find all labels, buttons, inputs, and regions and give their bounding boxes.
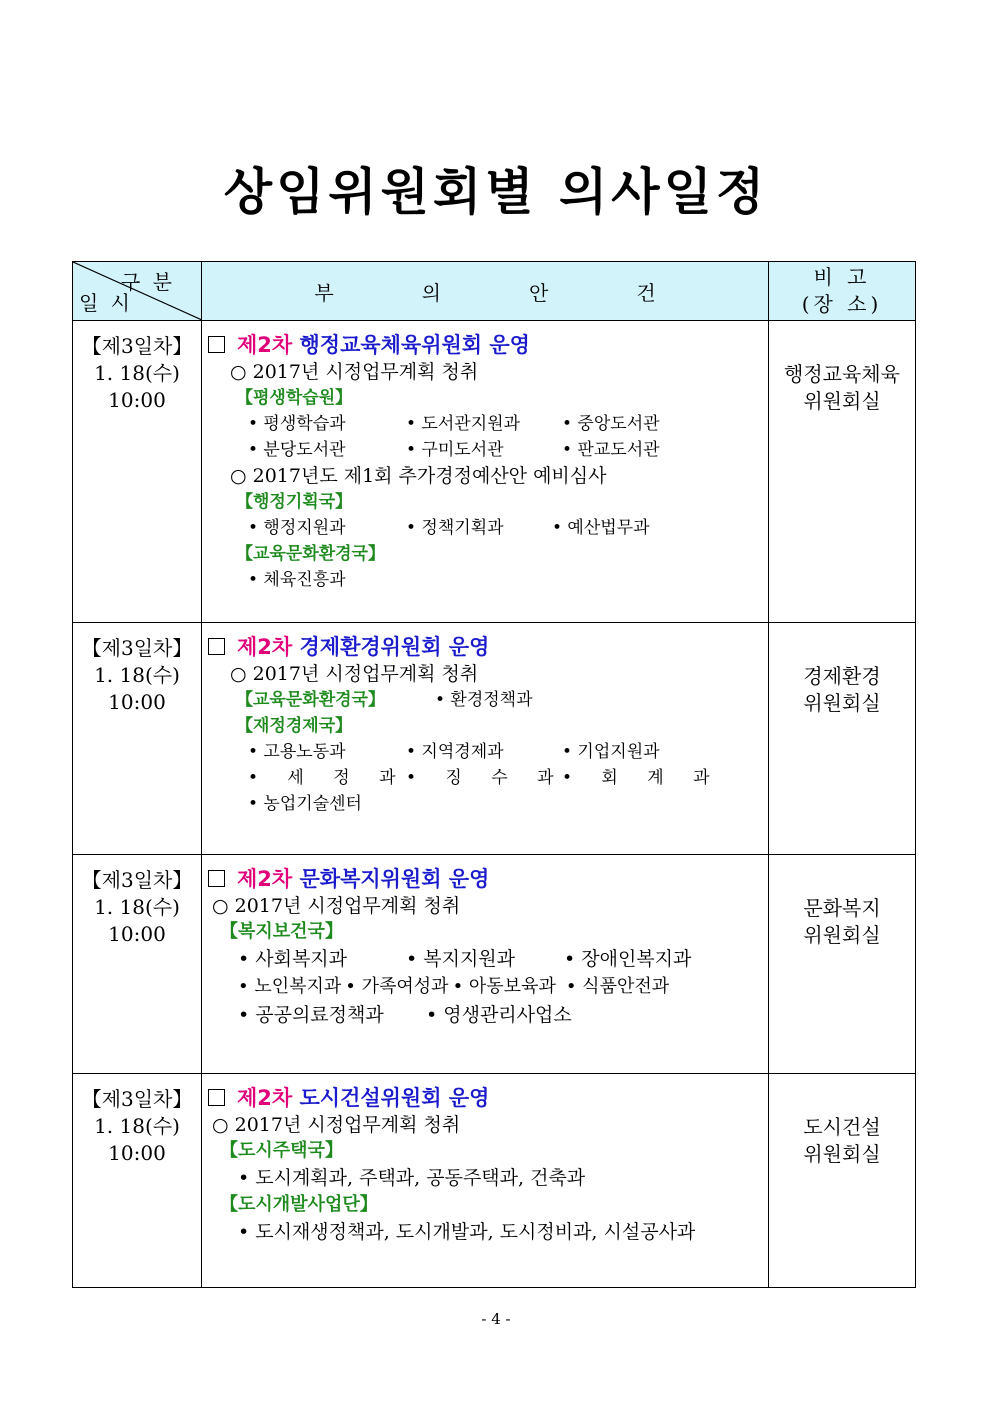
dept-item: • 아동보육과 bbox=[452, 976, 556, 997]
day-label: 【제3일차】 bbox=[81, 334, 193, 358]
session-title bbox=[208, 331, 768, 359]
time-label: 10:00 bbox=[108, 388, 166, 412]
agenda-cell bbox=[202, 321, 769, 623]
dept-list: • 도시계획과, 주택과, 공동주택과, 건축과 bbox=[238, 1167, 586, 1189]
session-title bbox=[208, 1084, 768, 1112]
dept-item: • 행정지원과 bbox=[248, 518, 346, 538]
table-header-row bbox=[73, 262, 916, 321]
place-name: 문화복지 bbox=[803, 896, 881, 920]
dept-item: • 평생학습과 bbox=[248, 414, 346, 434]
department-category: 【재정경제국】 bbox=[236, 716, 353, 736]
dept-list bbox=[208, 791, 768, 817]
place-cell bbox=[769, 321, 916, 623]
header-agenda bbox=[202, 262, 769, 321]
dept-item: • 복지지원과 bbox=[406, 948, 516, 970]
time-label: 10:00 bbox=[108, 1141, 166, 1165]
day-label: 【제3일차】 bbox=[81, 868, 193, 892]
dept-item: • 판교도서관 bbox=[562, 440, 660, 460]
dept-item: • 체육진흥과 bbox=[248, 570, 346, 590]
day-label: 【제3일차】 bbox=[81, 636, 193, 660]
dept-item: • 가족여성과 bbox=[345, 976, 449, 997]
date-cell bbox=[73, 623, 202, 855]
committee-name: 문화복지위원회 운영 bbox=[299, 867, 490, 891]
place-name: 행정교육체육 bbox=[784, 362, 900, 386]
header-agenda-char: 의 bbox=[421, 280, 441, 305]
dept-item: • 영생관리사업소 bbox=[426, 1004, 572, 1026]
dept-item: • 예산법무과 bbox=[552, 518, 650, 538]
department-category bbox=[208, 687, 768, 713]
agenda-item: ○ 2017년 시정업무계획 청취 bbox=[230, 361, 479, 383]
date-cell bbox=[73, 321, 202, 623]
committee-name: 행정교육체육위원회 운영 bbox=[299, 333, 530, 357]
dept-list bbox=[208, 973, 768, 1001]
date-cell bbox=[73, 1074, 202, 1288]
time-label: 10:00 bbox=[108, 690, 166, 714]
department-category: 【교육문화환경국】 bbox=[236, 544, 385, 564]
department-category: 【도시주택국】 bbox=[220, 1140, 343, 1161]
place-cell bbox=[769, 1074, 916, 1288]
agenda-cell bbox=[202, 623, 769, 855]
session-number: 제2차 bbox=[237, 635, 293, 659]
department-category: 【복지보건국】 bbox=[220, 921, 343, 942]
dept-list: • 도시재생정책과, 도시개발과, 도시정비과, 시설공사과 bbox=[238, 1221, 696, 1243]
checkbox-icon bbox=[208, 638, 225, 655]
department-category: 【평생학습원】 bbox=[236, 388, 353, 408]
date-label: 1. 18(수) bbox=[94, 1114, 180, 1138]
place-name: 도시건설 bbox=[803, 1115, 881, 1139]
dept-list bbox=[208, 765, 768, 791]
agenda-item: ○ 2017년 시정업무계획 청취 bbox=[212, 1114, 461, 1136]
dept-list bbox=[208, 411, 768, 437]
header-agenda-char: 건 bbox=[636, 280, 656, 305]
session-title bbox=[208, 865, 768, 893]
dept-list bbox=[208, 1001, 768, 1029]
dept-item: • 도서관지원과 bbox=[406, 414, 520, 434]
dept-item: • 환경정책과 bbox=[434, 690, 533, 710]
agenda-item: ○ 2017년도 제1회 추가경정예산안 예비심사 bbox=[230, 465, 607, 487]
dept-list bbox=[208, 567, 768, 593]
header-agenda-char: 안 bbox=[529, 280, 549, 305]
dept-item: • 세 정 과 bbox=[248, 768, 408, 788]
time-label: 10:00 bbox=[108, 922, 166, 946]
date-label: 1. 18(수) bbox=[94, 895, 180, 919]
dept-item: • 사회복지과 bbox=[238, 948, 348, 970]
page-number: - 4 - bbox=[481, 1310, 511, 1328]
committee-name: 경제환경위원회 운영 bbox=[299, 635, 490, 659]
dept-list bbox=[208, 515, 768, 541]
dept-list bbox=[208, 437, 768, 463]
date-label: 1. 18(수) bbox=[94, 361, 180, 385]
category-label: 【교육문화환경국】 bbox=[236, 690, 385, 710]
dept-list bbox=[208, 739, 768, 765]
checkbox-icon bbox=[208, 870, 225, 887]
place-room: 위원회실 bbox=[803, 389, 881, 413]
header-date-cell bbox=[73, 262, 202, 321]
dept-item: • 농업기술센터 bbox=[248, 794, 362, 814]
agenda-item: ○ 2017년 시정업무계획 청취 bbox=[212, 895, 461, 917]
agenda-item: ○ 2017년 시정업무계획 청취 bbox=[230, 663, 479, 685]
dept-item: • 중앙도서관 bbox=[562, 414, 660, 434]
schedule-table bbox=[72, 261, 916, 1288]
place-room: 위원회실 bbox=[803, 923, 881, 947]
date-label: 1. 18(수) bbox=[94, 663, 180, 687]
checkbox-icon bbox=[208, 1089, 225, 1106]
dept-item: • 징 수 과 bbox=[406, 768, 566, 788]
session-title bbox=[208, 633, 768, 661]
header-gubun: 구 분 bbox=[121, 270, 175, 294]
dept-item: • 정책기획과 bbox=[406, 518, 504, 538]
schedule-row bbox=[73, 855, 916, 1074]
session-number: 제2차 bbox=[237, 867, 293, 891]
header-place-label: (장 소) bbox=[801, 292, 883, 316]
dept-item: • 기업지원과 bbox=[562, 742, 660, 762]
committee-name: 도시건설위원회 운영 bbox=[299, 1086, 490, 1110]
dept-item: • 분당도서관 bbox=[248, 440, 346, 460]
session-number: 제2차 bbox=[237, 1086, 293, 1110]
dept-item: • 노인복지과 bbox=[238, 976, 342, 997]
day-label: 【제3일차】 bbox=[81, 1087, 193, 1111]
schedule-row bbox=[73, 1074, 916, 1288]
header-agenda-char: 부 bbox=[314, 280, 334, 305]
session-number: 제2차 bbox=[237, 333, 293, 357]
header-ilsi: 일 시 bbox=[79, 291, 133, 315]
agenda-cell bbox=[202, 855, 769, 1074]
dept-item: • 구미도서관 bbox=[406, 440, 504, 460]
dept-item: • 회 계 과 bbox=[562, 768, 722, 788]
dept-item: • 장애인복지과 bbox=[564, 948, 692, 970]
place-cell bbox=[769, 623, 916, 855]
place-cell bbox=[769, 855, 916, 1074]
dept-item: • 고용노동과 bbox=[248, 742, 346, 762]
page-title: 상임위원회별 의사일정 bbox=[223, 163, 769, 221]
schedule-row bbox=[73, 623, 916, 855]
place-name: 경제환경 bbox=[803, 664, 881, 688]
checkbox-icon bbox=[208, 336, 225, 353]
dept-item: • 공공의료정책과 bbox=[238, 1004, 384, 1026]
dept-list bbox=[208, 945, 768, 973]
department-category: 【행정기획국】 bbox=[236, 492, 353, 512]
place-room: 위원회실 bbox=[803, 691, 881, 715]
date-cell bbox=[73, 855, 202, 1074]
dept-item: • 지역경제과 bbox=[406, 742, 504, 762]
dept-item: • 식품안전과 bbox=[565, 976, 670, 997]
place-room: 위원회실 bbox=[803, 1142, 881, 1166]
department-category: 【도시개발사업단】 bbox=[220, 1194, 378, 1215]
header-note-label: 비 고 bbox=[813, 265, 871, 289]
agenda-cell bbox=[202, 1074, 769, 1288]
header-note bbox=[769, 262, 916, 321]
schedule-row bbox=[73, 321, 916, 623]
